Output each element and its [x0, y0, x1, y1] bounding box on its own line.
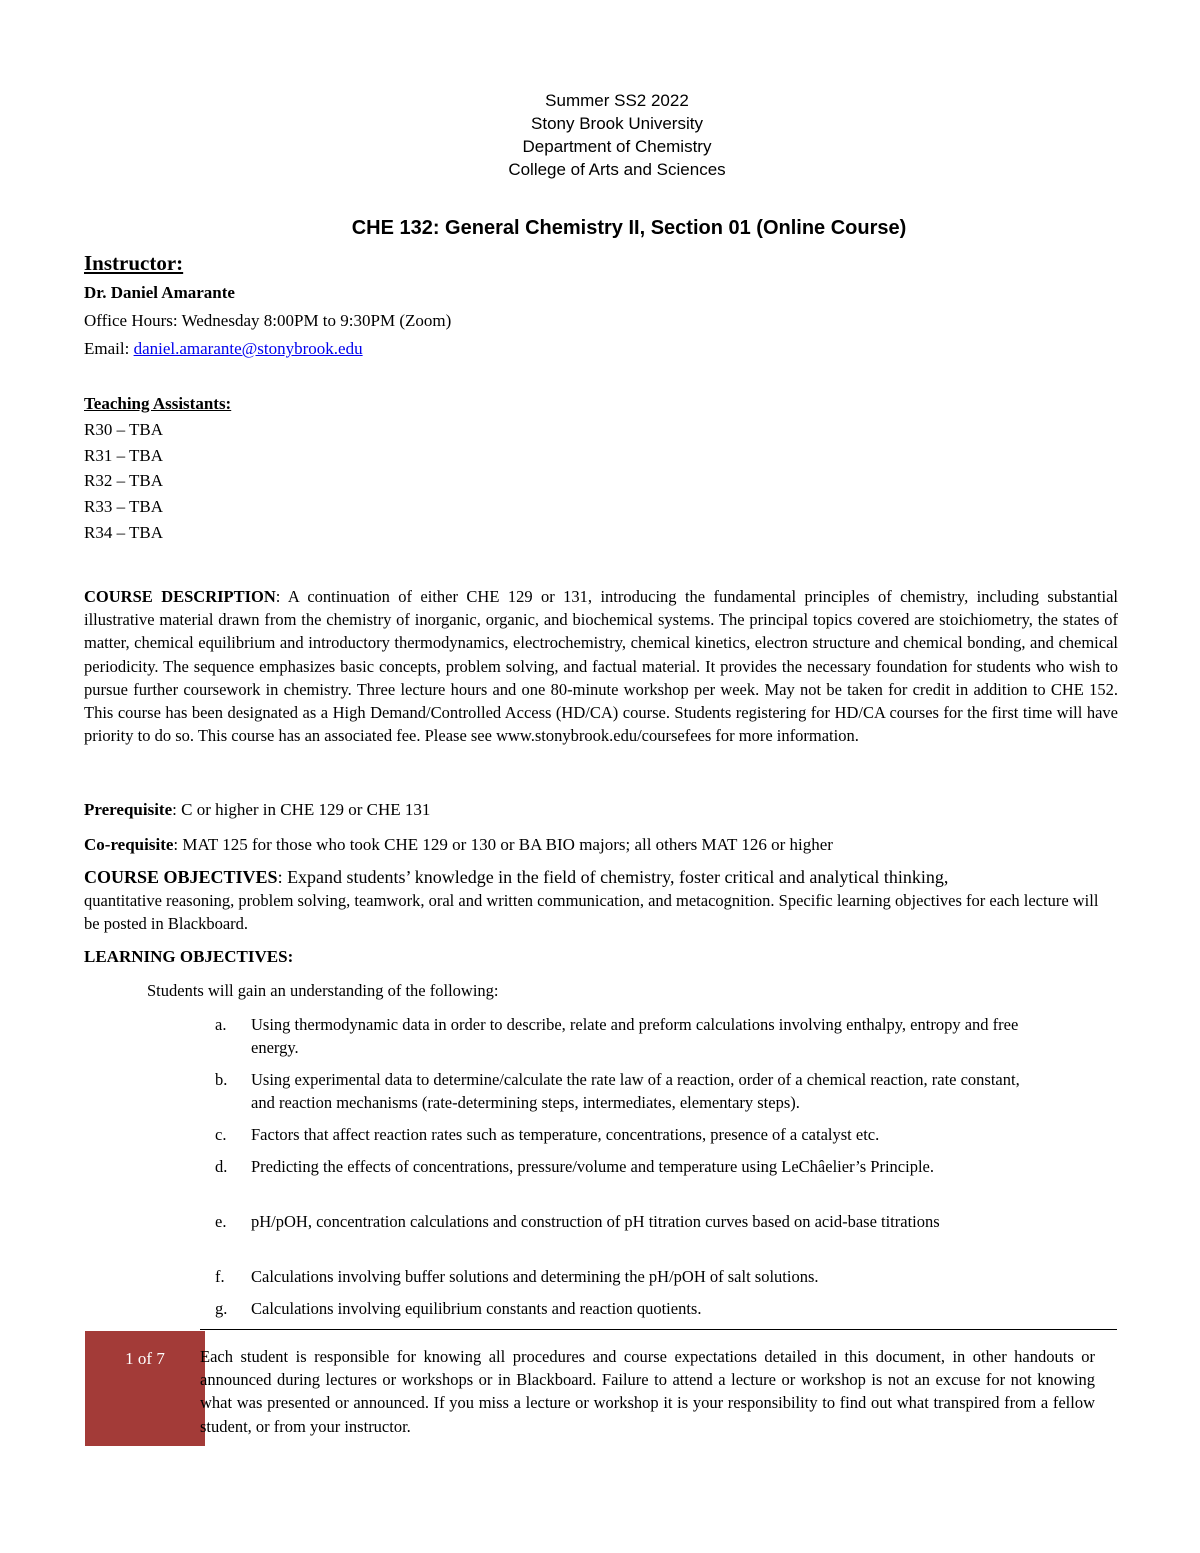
list-item-text: pH/pOH, concentration calculations and construction of pH titration curves based on acid-base titrations [251, 1212, 940, 1231]
prerequisite-text: : C or higher in CHE 129 or CHE 131 [172, 800, 431, 819]
list-item-text: Using thermodynamic data in order to describe, relate and preform calculations involving enthalpy, entropy and free energy. [251, 1015, 1019, 1057]
course-objectives-text-rest: quantitative reasoning, problem solving, teamwork, oral and written communication, and metacognition. Specific learning objectives for each lecture will be posted in Blackboard. [84, 891, 1099, 933]
corequisite-label: Co-requisite [84, 835, 174, 854]
department-line: Department of Chemistry [522, 137, 712, 156]
footer-notice: Each student is responsible for knowing all procedures and course expectations detailed in this document, in other handouts or announced during lectures or workshops or in Blackboard. Failure to attend a lecture or workshop is not an excuse for not knowing what was presented or announced. If you miss a lecture or workshop it is your responsibility to find out what transpired from a fellow student, or from your instructor. [200, 1347, 1095, 1436]
list-item-letter: e. [215, 1212, 227, 1231]
email-link[interactable]: daniel.amarante@stonybrook.edu [133, 339, 363, 358]
prerequisite-label: Prerequisite [84, 800, 173, 819]
prerequisite [84, 799, 430, 821]
course-title: CHE 132: General Chemistry II, Section 01 (Online Course) [351, 217, 907, 239]
list-item-text: Using experimental data to determine/calculate the rate law of a reaction, order of a chemical reaction, rate constant, and reaction mechanisms (rate-determining steps, intermediates, elementary steps). [251, 1070, 1020, 1112]
instructor-heading: Instructor: [84, 251, 184, 275]
college-line: College of Arts and Sciences [508, 160, 726, 179]
ta-heading: Teaching Assistants: [84, 394, 232, 413]
university-line: Stony Brook University [531, 114, 703, 133]
office-hours: Office Hours: Wednesday 8:00PM to 9:30PM (Zoom) [84, 311, 452, 330]
list-item-letter: d. [215, 1157, 228, 1176]
course-objectives-label: COURSE OBJECTIVES [84, 867, 278, 887]
ta-item: R32 – TBA [84, 471, 164, 490]
course-description [84, 585, 1118, 747]
course-objectives-text: : Expand students’ knowledge in the field of chemistry, foster critical and analytical thinking, [277, 867, 949, 887]
corequisite-text: : MAT 125 for those who took CHE 129 or 130 or BA BIO majors; all others MAT 126 or higher [173, 835, 833, 854]
ta-item: R30 – TBA [84, 420, 164, 439]
course-objectives [84, 866, 1118, 935]
page-number: 1 of 7 [125, 1349, 165, 1368]
email-line [84, 338, 363, 360]
list-item-text: Predicting the effects of concentrations, pressure/volume and temperature using LeChâelier’s Principle. [251, 1157, 935, 1176]
list-item-letter: b. [215, 1070, 228, 1089]
page-number-box [85, 1331, 205, 1446]
course-description-label: COURSE DESCRIPTION [84, 587, 276, 606]
ta-item: R34 – TBA [84, 523, 164, 542]
email-label: Email: [84, 339, 134, 358]
course-description-text: : A continuation of either CHE 129 or 131, introducing the fundamental principles of chemistry, including substantial illustrative material drawn from the chemistry of inorganic, organic, and biochemical systems. The principal topics covered are stoichiometry, the states of matter, chemical equilibrium and introductory thermodynamics, electrochemistry, chemical kinetics, electron structure and chemical bonding, and chemical periodicity. The sequence emphasizes basic concepts, problem solving, and factual material. It provides the necessary foundation for students who wish to pursue further coursework in chemistry. Three lecture hours and one 80-minute workshop per week. May not be taken for credit in addition to CHE 152. This course has been designated as a High Demand/Controlled Access (HD/CA) course. Students registering for HD/CA courses for the first time will have priority to do so. This course has an associated fee. Please see www.stonybrook.edu/coursefees for more information. [84, 587, 1118, 746]
list-item-text: Calculations involving buffer solutions and determining the pH/pOH of salt solutions. [251, 1267, 819, 1286]
ta-item: R31 – TBA [84, 446, 164, 465]
learning-objectives-intro: Students will gain an understanding of the following: [147, 981, 499, 1000]
term-line: Summer SS2 2022 [545, 91, 689, 110]
list-item-letter: c. [215, 1125, 227, 1144]
corequisite [84, 834, 833, 856]
list-item-text: Factors that affect reaction rates such as temperature, concentrations, presence of a catalyst etc. [251, 1125, 880, 1144]
list-item-letter: f. [215, 1267, 225, 1286]
list-item-text: Calculations involving equilibrium constants and reaction quotients. [251, 1299, 702, 1318]
list-item-letter: g. [215, 1299, 228, 1318]
instructor-name: Dr. Daniel Amarante [84, 283, 235, 302]
ta-item: R33 – TBA [84, 497, 164, 516]
footer-divider [200, 1329, 1117, 1330]
learning-objectives-heading: LEARNING OBJECTIVES: [84, 947, 294, 966]
list-item-letter: a. [215, 1015, 227, 1034]
